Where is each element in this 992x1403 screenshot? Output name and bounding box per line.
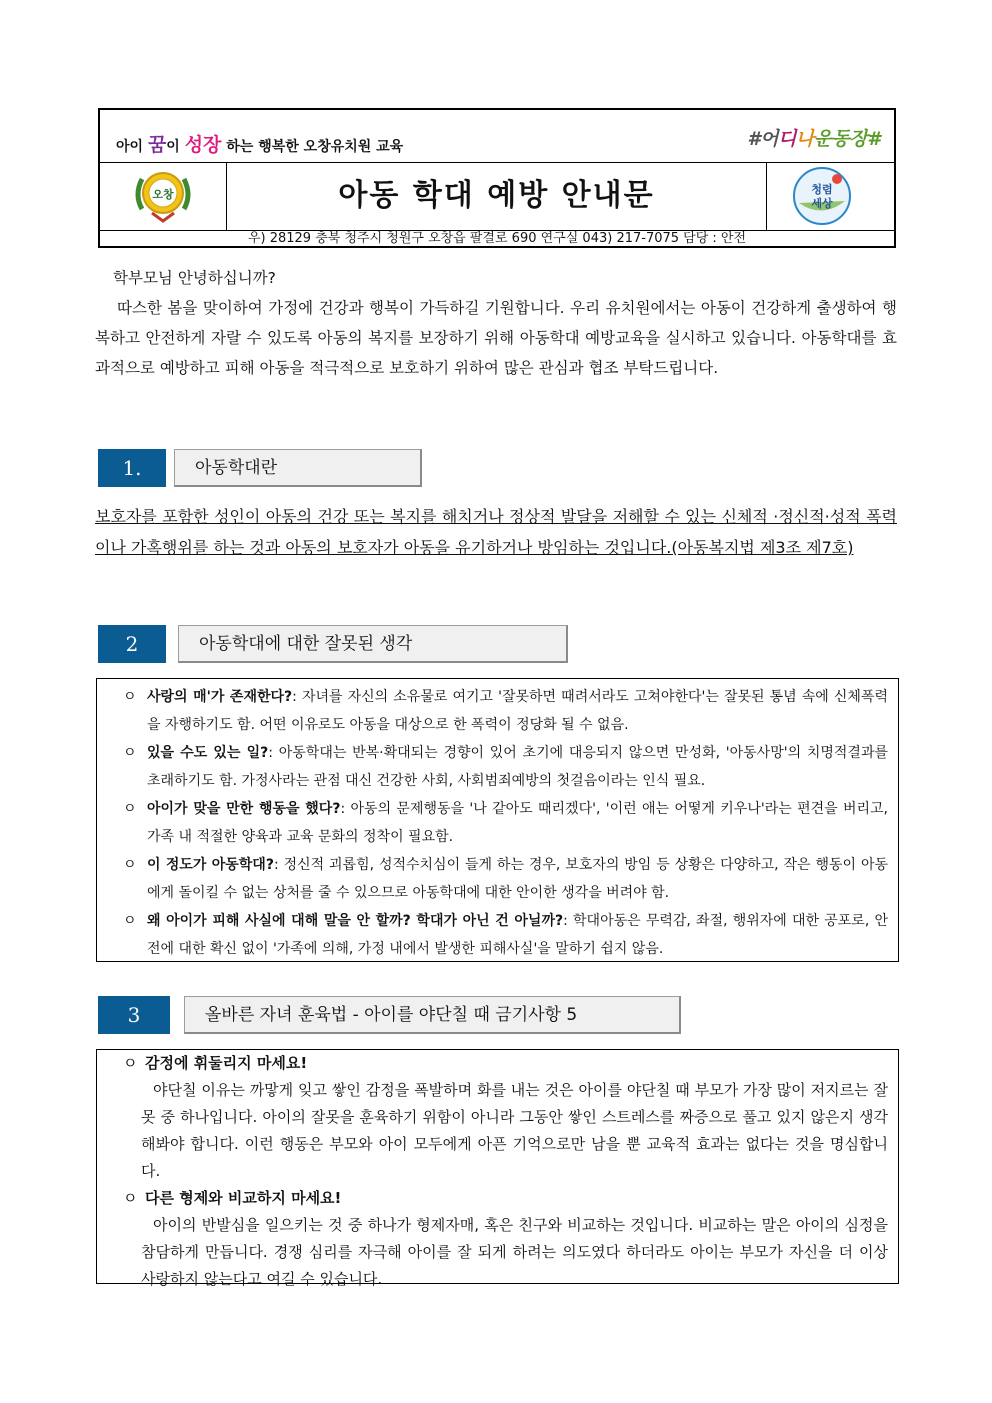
misconception-item: ㅇ 아이가 맞을 만한 행동을 했다?: 아동의 문제행동을 '나 같아도 때리겠다', '이런 애는 어떻게 키우나'라는 편견을 버리고, 가족 내 적절한 양육과 교육 문화의 정착이 필요함. bbox=[119, 795, 888, 851]
misconception-item: ㅇ 이 정도가 아동학대?: 정신적 괴롭힘, 성적수치심이 들게 하는 경우, 보호자의 방임 등 상황은 다양하고, 작은 행동이 아동에게 돌이킬 수 없는 상처를 줄 수 있으므로 아동학대에 대한 안이한 생각을 버려야 함. bbox=[119, 851, 888, 907]
intro-letter bbox=[95, 263, 897, 383]
greeting: 학부모님 안녕하십니까? bbox=[113, 269, 276, 287]
bullet-marker: ㅇ bbox=[123, 857, 137, 873]
discipline-tips-box bbox=[96, 1049, 899, 1288]
integrity-logo-text-1: 청렴 bbox=[811, 183, 833, 196]
bullet-marker: ㅇ bbox=[123, 745, 137, 761]
section-2-title: 아동학대에 대한 잘못된 생각 bbox=[178, 625, 568, 663]
header-motto-row bbox=[100, 110, 894, 163]
bullet-marker: ㅇ bbox=[123, 1189, 138, 1207]
tip-heading: ㅇ 다른 형제와 비교하지 마세요! bbox=[119, 1185, 888, 1212]
motto-dream-word: 꿈 bbox=[147, 134, 167, 156]
section-2-number: 2 bbox=[98, 625, 166, 663]
hashtag-logo: #어디나운동장# bbox=[747, 128, 880, 150]
page-title: 아동 학대 예방 안내문 bbox=[338, 178, 655, 213]
bullet-marker: ㅇ bbox=[123, 1054, 138, 1072]
section-1-number: 1. bbox=[98, 449, 166, 487]
header-title-row bbox=[100, 162, 894, 231]
intro-body: 따스한 봄을 맞이하여 가정에 건강과 행복이 가득하길 기원합니다. 우리 유치원에서는 아동이 건강하게 출생하여 행복하고 안전하게 자랄 수 있도록 아동의 복지를 보장하기 위해 아동학대 예방교육을 실시하고 있습니다. 아동학대를 효과적으로 예방하고 피해 아동을 적극적으로 보호하기 위하여 많은 관심과 협조 부탁드립니다. bbox=[95, 299, 897, 377]
motto-growth-word: 성장 bbox=[184, 134, 222, 156]
misconception-item: ㅇ 왜 아이가 피해 사실에 대해 말을 안 할까? 학대가 아닌 건 아닐까?: 학대아동은 무력감, 좌절, 행위자에 대한 공포로, 안전에 대한 확신 없이 '가족에 의해, 가정 내에서 발생한 피해사실'을 말하기 쉽지 않음. bbox=[119, 907, 888, 963]
tip-heading: ㅇ 감정에 휘둘리지 마세요! bbox=[119, 1050, 888, 1077]
child-abuse-definition: 보호자를 포함한 성인이 아동의 건강 또는 복지를 해치거나 정상적 발달을 저해할 수 있는 신체적 ·정신적·성적 폭력이나 가혹행위를 하는 것과 아동의 보호자가 아동을 유기하거나 방임하는 것입니다.(아동복지법 제3조 제7호) bbox=[95, 507, 897, 557]
integrity-logo-cell bbox=[766, 162, 894, 230]
integrity-logo-text-2: 세상 bbox=[811, 197, 833, 210]
bullet-marker: ㅇ bbox=[123, 689, 137, 705]
bullet-marker: ㅇ bbox=[123, 801, 137, 817]
bullet-marker: ㅇ bbox=[123, 913, 137, 929]
tip-text: 야단칠 이유는 까맣게 잊고 쌓인 감정을 폭발하며 화를 내는 것은 아이를 야단칠 때 부모가 가장 많이 저지르는 잘못 중 하나입니다. 아이의 잘못을 훈육하기 위함이 아니라 그동안 쌓인 스트레스를 짜증으로 풀고 있지 않은지 생각해봐야 합니다. 이런 행동은 부모와 아이 모두에게 아픈 기억으로만 남을 뿐 교육적 효과는 없다는 것을 명심합니다. bbox=[141, 1081, 888, 1180]
school-emblem-icon bbox=[128, 165, 198, 227]
misconception-item: ㅇ 사랑의 매'가 존재한다?: 자녀를 자신의 소유물로 여기고 '잘못하면 때려서라도 고쳐야한다'는 잘못된 통념 속에 신체폭력을 자행하기도 함. 어떤 이유로도 아동을 대상으로 한 폭력이 정당화 될 수 없음. bbox=[119, 683, 888, 739]
kindergarten-motto: 아이 꿈이 성장 하는 행복한 오창유치원 교육 bbox=[116, 134, 404, 156]
section-3-title: 올바른 자녀 훈육법 - 아이를 야단칠 때 금기사항 5 bbox=[184, 996, 681, 1034]
misconceptions-box bbox=[96, 678, 899, 962]
document-header bbox=[98, 108, 896, 248]
misconception-item: ㅇ 있을 수도 있는 일?: 아동학대는 반복·확대되는 경향이 있어 초기에 대응되지 않으면 만성화, '아동사망'의 치명적결과를 초래하기도 함. 가정사라는 관점 대신 건강한 사회, 사회범죄예방의 첫걸음이라는 인식 필요. bbox=[119, 739, 888, 795]
section-1-title: 아동학대란 bbox=[174, 449, 422, 487]
tip-text: 아이의 반발심을 일으키는 것 중 하나가 형제자매, 혹은 친구와 비교하는 것입니다. 비교하는 말은 아이의 심정을 참담하게 만듭니다. 경쟁 심리를 자극해 아이를 잘 되게 하려는 의도였다 하더라도 아이는 부모가 자신을 더 이상 사랑하지 않는다고 여길 수 있습니다. bbox=[141, 1216, 888, 1288]
section-3-number: 3 bbox=[98, 996, 170, 1034]
integrity-world-logo-icon bbox=[789, 165, 855, 227]
school-logo-cell bbox=[100, 162, 227, 230]
school-emblem-text: 오창 bbox=[152, 188, 174, 201]
contact-address: 우) 28129 충북 청주시 청원구 오창읍 팔결로 690 연구실 043) 217-7075 담당 : 안전 bbox=[247, 231, 747, 246]
